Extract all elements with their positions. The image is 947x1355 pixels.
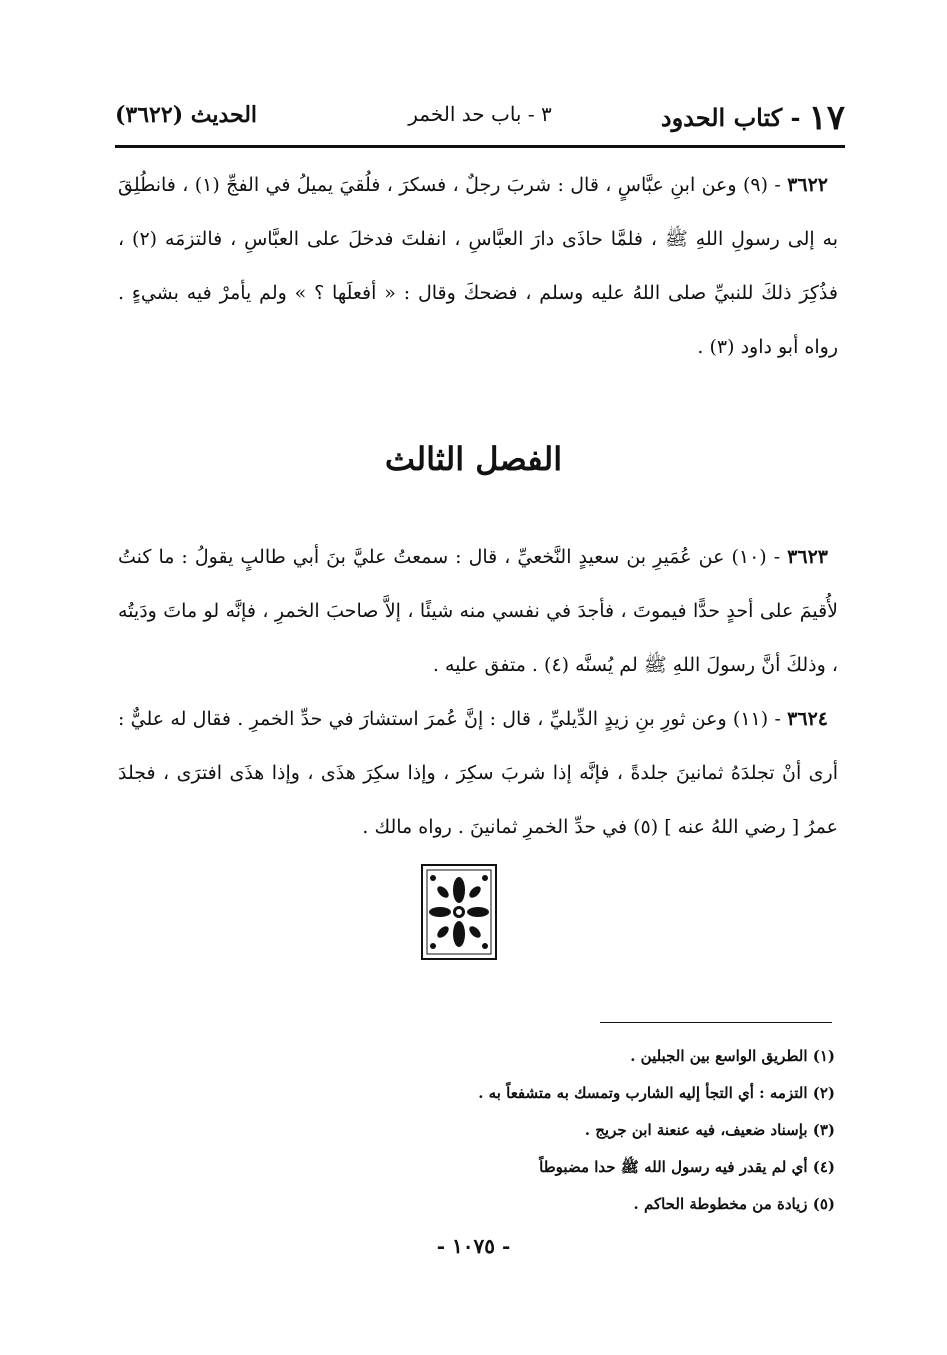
floral-ornament-icon <box>421 864 497 960</box>
chapter-heading <box>661 98 845 138</box>
hadith-3623-3624-block <box>118 530 838 854</box>
section-title: الفصل الثالث <box>384 440 563 478</box>
hadith-text: - (٩) وعن ابنِ عبَّاسٍ ، قال : شربَ رجلٌ ، فسكرَ ، فلُقيَ يميلُ في الفجِّ (١) ، فانطُلِقَ به إلى رسولِ اللهِ ﷺ ، فلمَّا حاذَى دارَ العبَّاسِ ، انفلتَ فدخلَ على العبَّاسِ ، فالتزمَه (٢) ، فذُكِرَ ذلكَ للنبيِّ صلى اللهُ عليه وسلم ، فضحكَ وقال : « أفعلَها ؟ » ولم يأمرْ فيه بشيءٍ . رواه أبو داود (٣) . <box>118 174 838 358</box>
chapter-title: - كتاب الحدود <box>660 103 801 132</box>
chapter-number: ١٧ <box>808 98 845 138</box>
running-header <box>115 92 845 142</box>
hadith-number: ٣٦٢٤ <box>787 708 828 730</box>
hadith-number: ٣٦٢٢ <box>787 174 828 196</box>
page-number: - ١٠٧٥ - <box>436 1234 511 1258</box>
section-heading: ٣ - باب حد الخمر <box>408 102 552 126</box>
hadith-number: ٣٦٢٣ <box>787 546 828 568</box>
footnotes <box>300 1038 835 1223</box>
hadith-range: الحديث (٣٦٢٢) <box>115 102 258 128</box>
hadith-3622 <box>118 158 838 374</box>
footnote-2: (٢) التزمه : أي التجأ إليه الشارب وتمسك به متشفعاً به . <box>478 1084 835 1102</box>
footnote-rule <box>600 1022 832 1023</box>
hadith-text: - (١١) وعن ثورِ بنِ زيدٍ الدِّيليِّ ، قال : إنَّ عُمرَ استشارَ في حدِّ الخمرِ . فقال له عليٌّ : أرى أنْ تجلدَهُ ثمانينَ جلدةً ، فإنَّه إذا شربَ سكِرَ ، وإذا سكِرَ هذَى ، وإذا هذَى افترَى ، فجلدَ عمرُ [ رضي اللهُ عنه ] (٥) في حدِّ الخمرِ ثمانينَ . رواه مالك . <box>118 708 838 838</box>
footnote-1: (١) الطريق الواسع بين الجبلين . <box>630 1047 835 1065</box>
hadith-3624 <box>118 692 838 854</box>
footnote-5: (٥) زيادة من مخطوطة الحاكم . <box>633 1195 835 1213</box>
hadith-3622-block <box>118 158 838 374</box>
header-rule <box>115 145 845 148</box>
footnote-3: (٣) بإسناد ضعيف، فيه عنعنة ابن جريج . <box>584 1121 835 1139</box>
hadith-text: - (١٠) عن عُمَيرِ بن سعيدٍ النَّخعيِّ ، قال : سمعتُ عليَّ بنَ أبي طالبٍ يقولُ : ما كنتُ لأُقيمَ على أحدٍ حدًّا فيموتَ ، فأجدَ في نفسي منه شيئًا ، إلاَّ صاحبَ الخمرِ ، فإنَّه لو ماتَ ودَيتُه ، وذلكَ أنَّ رسولَ اللهِ ﷺ لم يُسنَّه (٤) . متفق عليه . <box>118 546 838 676</box>
hadith-3623 <box>118 530 838 692</box>
footnote-4: (٤) أي لم يقدر فيه رسول الله ﷺ حدا مضبوطاً <box>539 1158 835 1176</box>
